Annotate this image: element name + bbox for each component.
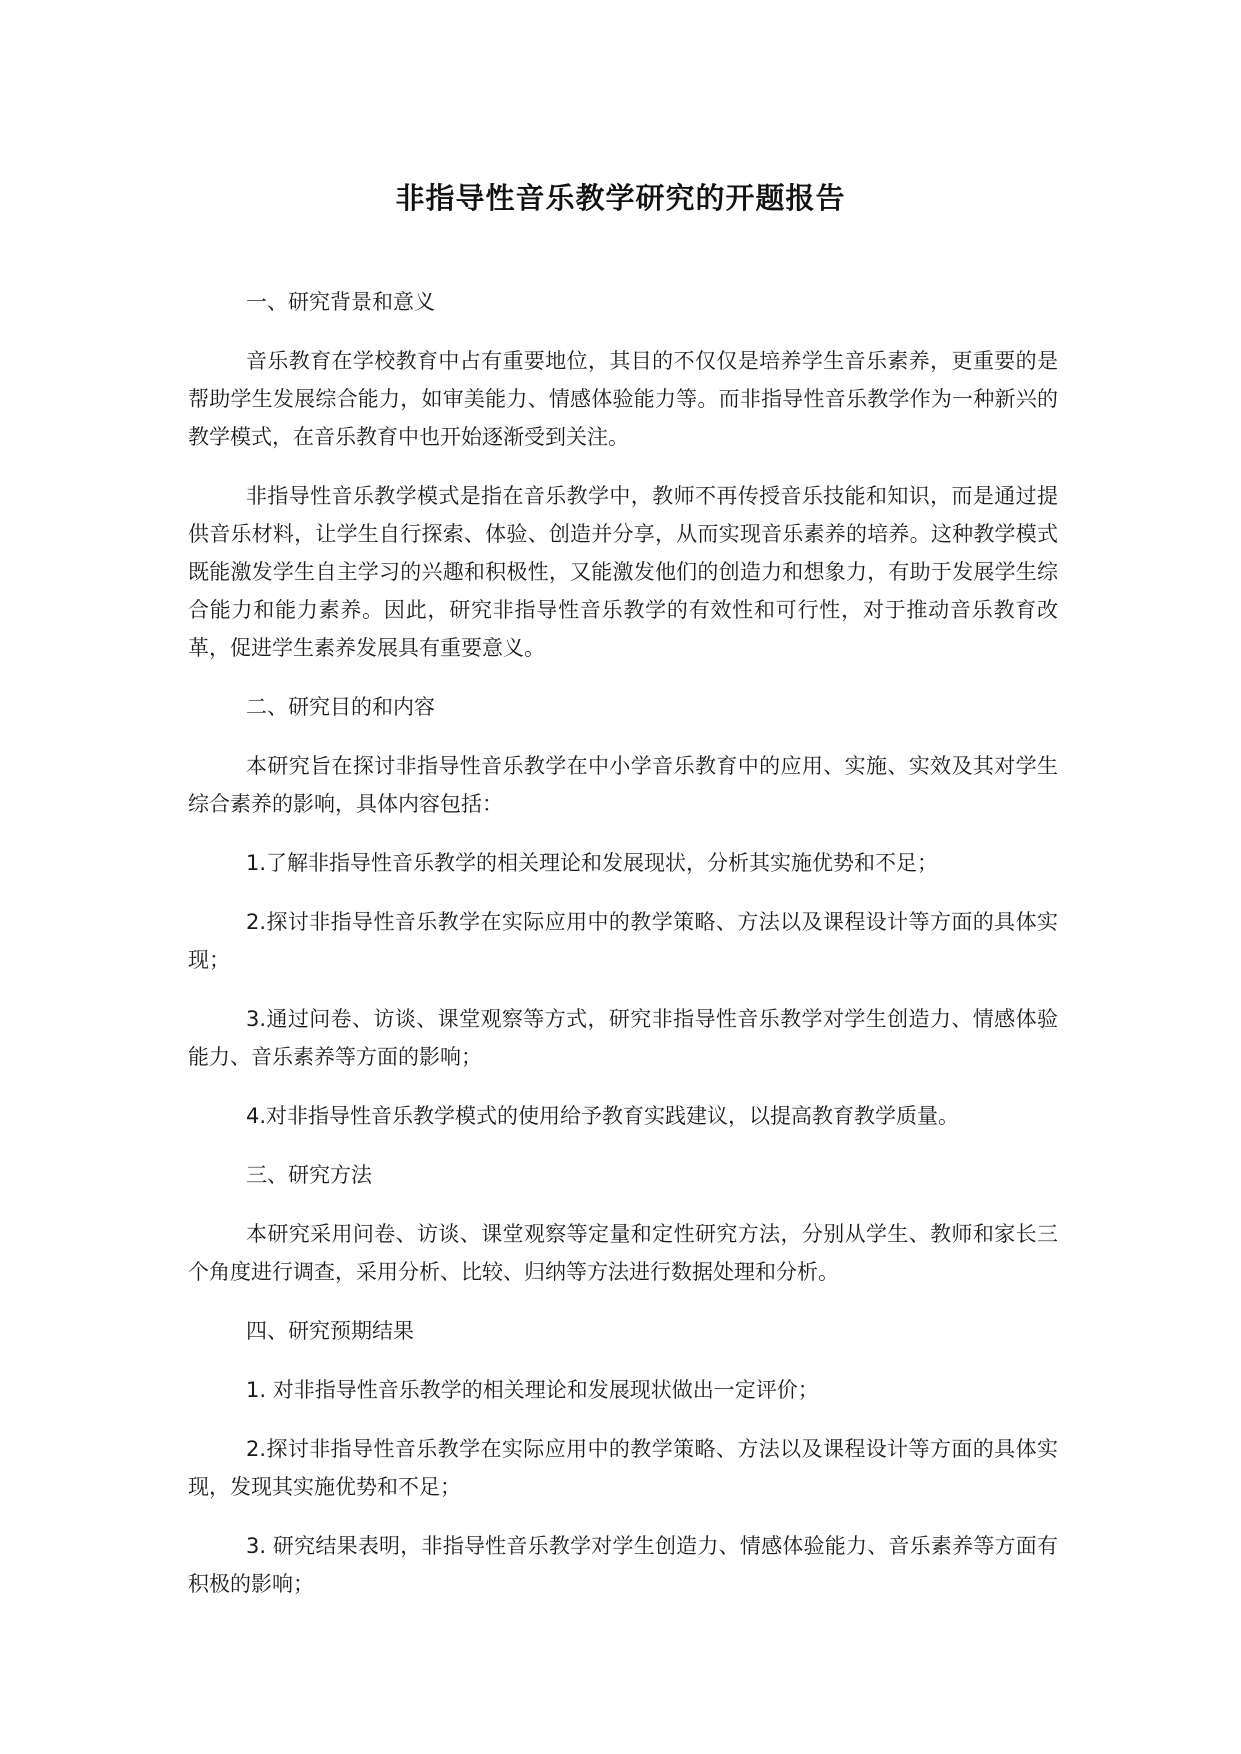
list-item-result-2: 2.探讨非指导性音乐教学在实际应用中的教学策略、方法以及课程设计等方面的具体实现，发现其实施优势和不足； [188,1437,1058,1499]
list-item-purpose-3: 3.通过问卷、访谈、课堂观察等方式，研究非指导性音乐教学对学生创造力、情感体验能力、音乐素养等方面的影响； [188,1007,1058,1069]
paragraph-background-2: 非指导性音乐教学模式是指在音乐教学中，教师不再传授音乐技能和知识，而是通过提供音乐材料，让学生自行探索、体验、创造并分享，从而实现音乐素养的培养。这种教学模式既能激发学生自主学习的兴趣和积极性，又能激发他们的创造力和想象力，有助于发展学生综合能力和能力素养。因此，研究非指导性音乐教学的有效性和可行性，对于推动音乐教育改革，促进学生素养发展具有重要意义。 [188,484,1058,660]
list-item-purpose-2: 2.探讨非指导性音乐教学在实际应用中的教学策略、方法以及课程设计等方面的具体实现； [188,910,1058,972]
section-heading-method: 三、研究方法 [246,1163,372,1187]
section-heading-expected-results: 四、研究预期结果 [246,1319,414,1343]
list-item-result-3: 3. 研究结果表明，非指导性音乐教学对学生创造力、情感体验能力、音乐素养等方面有积极的影响； [188,1534,1058,1596]
paragraph-background-1: 音乐教育在学校教育中占有重要地位，其目的不仅仅是培养学生音乐素养，更重要的是帮助学生发展综合能力，如审美能力、情感体验能力等。而非指导性音乐教学作为一种新兴的教学模式，在音乐教育中也开始逐渐受到关注。 [188,349,1058,449]
paragraph-purpose-intro: 本研究旨在探讨非指导性音乐教学在中小学音乐教育中的应用、实施、实效及其对学生综合素养的影响，具体内容包括： [188,754,1058,816]
paragraph-method: 本研究采用问卷、访谈、课堂观察等定量和定性研究方法，分别从学生、教师和家长三个角度进行调查，采用分析、比较、归纳等方法进行数据处理和分析。 [188,1222,1058,1284]
list-item-result-1: 1. 对非指导性音乐教学的相关理论和发展现状做出一定评价； [246,1378,819,1402]
list-item-purpose-1: 1.了解非指导性音乐教学的相关理论和发展现状，分析其实施优势和不足； [246,851,939,875]
document-body [188,283,1058,1624]
section-heading-purpose: 二、研究目的和内容 [246,695,435,719]
document-title: 非指导性音乐教学研究的开题报告 [395,181,846,215]
list-item-purpose-4: 4.对非指导性音乐教学模式的使用给予教育实践建议，以提高教育教学质量。 [246,1104,960,1128]
section-heading-background: 一、研究背景和意义 [246,290,435,314]
